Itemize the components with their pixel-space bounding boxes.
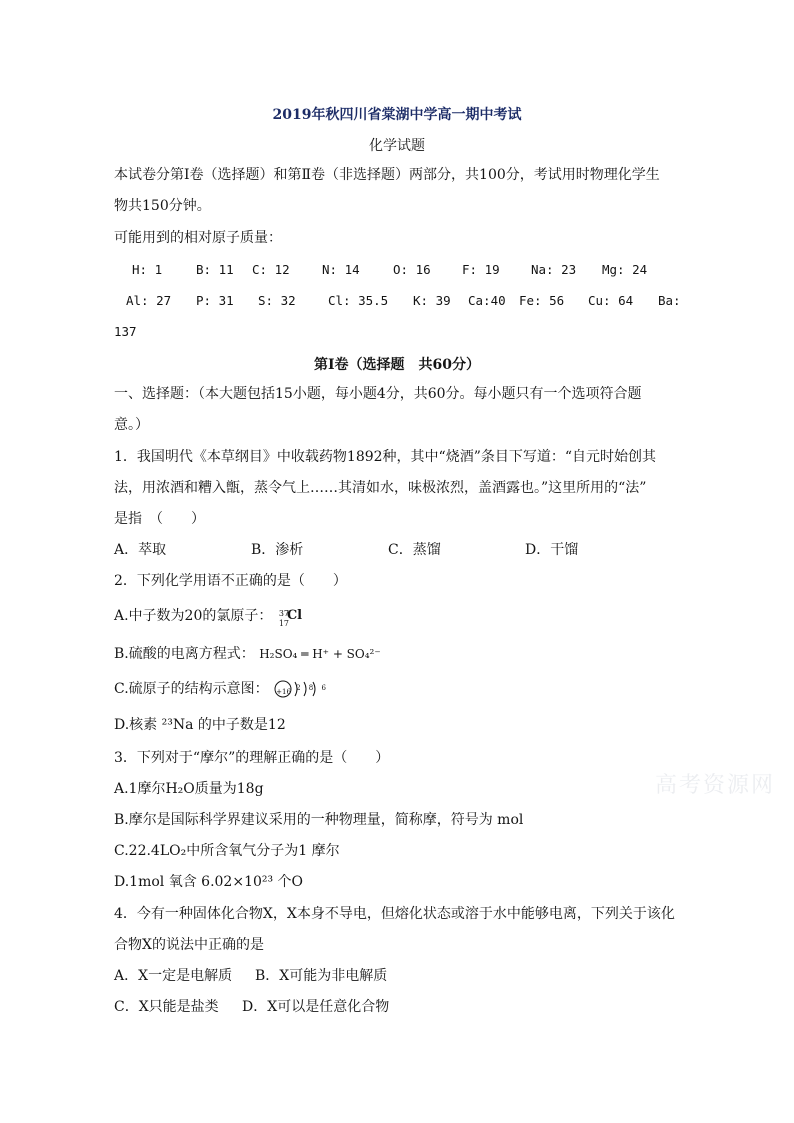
q4-line-2: 合物X的说法中正确的是 — [114, 937, 264, 953]
section-heading: 第Ⅰ卷（选择题 共60分） — [313, 357, 481, 373]
mass-item: Ba: — [658, 293, 681, 308]
mass-item: N: 14 — [322, 262, 360, 277]
mass-item: H: 1 — [132, 262, 163, 277]
q2-option-a — [114, 607, 303, 628]
q4-option-b: B．X可能为非电解质 — [255, 968, 388, 984]
atom-shell-electrons: 2 8 6 — [296, 684, 329, 692]
q2-option-d-rest: 的中子数是12 — [197, 717, 286, 733]
q3-option-d: D.1mol 氧含 6.02×10²³ 个O — [114, 874, 304, 890]
q4-option-c: C．X只能是盐类 — [114, 999, 219, 1015]
intro-line-3: 可能用到的相对原子质量： — [114, 230, 282, 246]
q2-option-b — [114, 645, 381, 663]
mass-item: S: 32 — [258, 293, 296, 308]
sulfuric-acid-equation: H₂SO₄ ═ H⁺ + SO₄²⁻ — [259, 647, 381, 661]
mass-item: K: 39 — [413, 293, 451, 308]
isotope-symbol: Cl — [286, 608, 303, 623]
q3-option-a: A.1摩尔H₂O质量为18g — [114, 781, 264, 797]
q2-option-c-text: C.硫原子的结构示意图： — [114, 681, 269, 697]
exam-title: 2019年秋四川省棠湖中学高一期中考试 — [272, 107, 522, 123]
q1-option-d: D．干馏 — [525, 542, 579, 558]
q3-option-c: C.22.4LO₂中所含氧气分子为1 摩尔 — [114, 843, 340, 859]
isotope-mass-number: 37 — [278, 609, 290, 618]
q3-option-b: B.摩尔是国际科学界建议采用的一种物理量，简称摩，符号为 mol — [114, 812, 524, 828]
mass-item: Mg: 24 — [602, 262, 648, 277]
q4-option-a: A．X一定是电解质 — [114, 968, 233, 984]
mass-item: Cu: 64 — [588, 293, 634, 308]
q1-line-2: 法，用浓酒和糟入甑，蒸令气上……其清如水，味极浓烈，盖酒露也。”这里所用的“法” — [114, 480, 647, 496]
watermark: 高考资源网 — [655, 773, 776, 798]
q2-option-b-text: B.硫酸的电离方程式： — [114, 646, 255, 662]
q2-option-a-text: A.中子数为20的氯原子： — [114, 608, 273, 624]
q1-option-a: A．萃取 — [114, 542, 167, 558]
q2-option-d-text: D.核素 — [114, 717, 158, 733]
mass-item: P: 31 — [196, 293, 234, 308]
q2-option-d — [114, 716, 286, 734]
q4-option-d: D．X可以是任意化合物 — [242, 999, 390, 1015]
mass-item: O: 16 — [393, 262, 431, 277]
mass-item: F: 19 — [462, 262, 500, 277]
mass-item: Al: 27 — [126, 293, 172, 308]
q1-line-3: 是指 （ ） — [114, 511, 205, 527]
mass-item: Cl: 35.5 — [328, 293, 389, 308]
exam-subtitle: 化学试题 — [369, 138, 425, 154]
intro-line-1: 本试卷分第Ⅰ卷（选择题）和第Ⅱ卷（非选择题）两部分，共100分，考试用时物理化学生 — [114, 167, 660, 183]
section-instruction-1: 一、选择题：（本大题包括15小题，每小题4分，共60分。每小题只有一个选项符合题 — [114, 386, 642, 402]
sulfur-atom-diagram — [273, 679, 329, 699]
q1-option-b: B．渗析 — [251, 542, 304, 558]
section-instruction-2: 意。） — [114, 417, 149, 433]
q2-stem: 2．下列化学用语不正确的是（ ） — [114, 573, 347, 589]
isotope-atomic-number: 17 — [278, 619, 290, 628]
mass-item: B: 11 — [196, 262, 234, 277]
mass-item: C: 12 — [252, 262, 290, 277]
atom-nucleus-charge: +16 — [276, 688, 291, 696]
intro-line-2: 物共150分钟。 — [114, 198, 211, 214]
q4-line-1: 4．今有一种固体化合物X，X本身不导电，但熔化状态或溶于水中能够电离，下列关于该化 — [114, 906, 675, 922]
mass-item: 137 — [114, 324, 137, 339]
q3-stem: 3．下列对于“摩尔”的理解正确的是（ ） — [114, 750, 390, 766]
mass-item: Fe: 56 — [519, 293, 565, 308]
q1-line-1: 1．我国明代《本草纲目》中收载药物1892种，其中“烧酒”条目下写道：“自元时始创其 — [114, 449, 657, 465]
mass-item: Na: 23 — [531, 262, 577, 277]
q2-option-c — [114, 679, 329, 699]
q1-option-c: C．蒸馏 — [388, 542, 441, 558]
sodium-isotope: ²³Na — [161, 717, 194, 733]
chlorine-isotope — [277, 607, 303, 628]
mass-item: Ca:40 — [468, 293, 506, 308]
